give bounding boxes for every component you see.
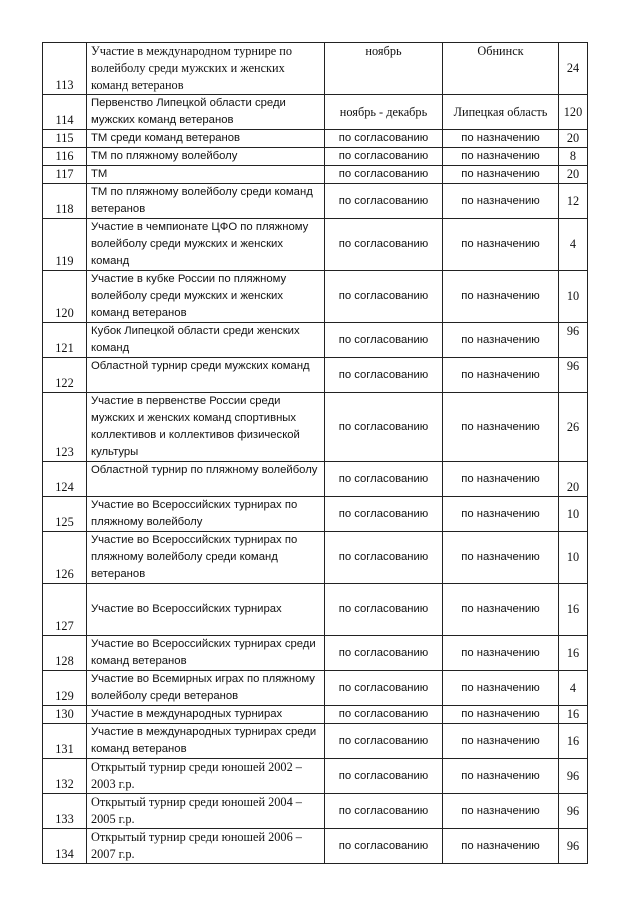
event-place: по назначению [443, 497, 559, 532]
event-place: по назначению [443, 323, 559, 358]
row-number: 115 [43, 130, 87, 148]
table-row [43, 166, 588, 184]
event-date: по согласованию [325, 219, 443, 271]
participants-count: 4 [559, 219, 588, 271]
row-number: 128 [43, 636, 87, 671]
event-name: Участие в международных турнирах [87, 706, 325, 724]
event-date: по согласованию [325, 166, 443, 184]
event-place: по назначению [443, 706, 559, 724]
table-row [43, 43, 588, 95]
event-place: по назначению [443, 393, 559, 462]
table-row [43, 184, 588, 219]
participants-count: 96 [559, 794, 588, 829]
row-number: 121 [43, 323, 87, 358]
event-place: по назначению [443, 584, 559, 636]
event-date: по согласованию [325, 636, 443, 671]
event-place: по назначению [443, 148, 559, 166]
event-name: ТМ по пляжному волейболу [87, 148, 325, 166]
event-date: по согласованию [325, 462, 443, 497]
row-number: 116 [43, 148, 87, 166]
participants-count: 16 [559, 706, 588, 724]
event-name: Кубок Липецкой области среди женских команд [87, 323, 325, 358]
event-date: по согласованию [325, 759, 443, 794]
table-row [43, 95, 588, 130]
event-name: Участие в первенстве России среди мужских и женских команд спортивных коллективов и коллективов физической культуры [87, 393, 325, 462]
event-name: Участие во Всероссийских турнирах [87, 584, 325, 636]
table-row [43, 497, 588, 532]
row-number: 132 [43, 759, 87, 794]
event-name: Первенство Липецкой области среди мужских команд ветеранов [87, 95, 325, 130]
participants-count: 10 [559, 532, 588, 584]
event-date: по согласованию [325, 148, 443, 166]
event-name: Областной турнир по пляжному волейболу [87, 462, 325, 497]
participants-count: 96 [559, 358, 588, 393]
event-date: по согласованию [325, 671, 443, 706]
participants-count: 20 [559, 166, 588, 184]
participants-count: 20 [559, 130, 588, 148]
participants-count: 16 [559, 584, 588, 636]
event-date: по согласованию [325, 706, 443, 724]
event-date: по согласованию [325, 497, 443, 532]
event-date: по согласованию [325, 393, 443, 462]
table-row [43, 393, 588, 462]
event-name: Участие в международном турнире по волейболу среди мужских и женских команд ветеранов [87, 43, 325, 95]
event-date: по согласованию [325, 794, 443, 829]
row-number: 129 [43, 671, 87, 706]
event-place: по назначению [443, 219, 559, 271]
participants-count: 96 [559, 323, 588, 358]
event-name: Открытый турнир среди юношей 2002 – 2003 г.р. [87, 759, 325, 794]
participants-count: 4 [559, 671, 588, 706]
event-name: Открытый турнир среди юношей 2004 – 2005 г.р. [87, 794, 325, 829]
table-row [43, 130, 588, 148]
participants-count: 96 [559, 759, 588, 794]
event-name: Участие в кубке России по пляжному волейболу среди мужских и женских команд ветеранов [87, 271, 325, 323]
participants-count: 20 [559, 462, 588, 497]
table-row [43, 759, 588, 794]
event-place: по назначению [443, 358, 559, 393]
participants-count: 10 [559, 271, 588, 323]
row-number: 130 [43, 706, 87, 724]
events-table [42, 42, 588, 864]
event-name: Участие во Всероссийских турнирах среди команд ветеранов [87, 636, 325, 671]
event-date: по согласованию [325, 130, 443, 148]
participants-count: 10 [559, 497, 588, 532]
event-place: по назначению [443, 532, 559, 584]
event-name: Открытый турнир среди юношей 2006 – 2007 г.р. [87, 829, 325, 864]
event-date: по согласованию [325, 271, 443, 323]
event-date: ноябрь - декабрь [325, 95, 443, 130]
table-row [43, 724, 588, 759]
row-number: 126 [43, 532, 87, 584]
event-name: Участие во Всероссийских турнирах по пляжному волейболу [87, 497, 325, 532]
event-name: Областной турнир среди мужских команд [87, 358, 325, 393]
participants-count: 96 [559, 829, 588, 864]
table-row [43, 358, 588, 393]
row-number: 127 [43, 584, 87, 636]
event-place: по назначению [443, 271, 559, 323]
table-row [43, 462, 588, 497]
event-date: по согласованию [325, 584, 443, 636]
event-place: Липецкая область [443, 95, 559, 130]
event-place: по назначению [443, 794, 559, 829]
event-place: по назначению [443, 724, 559, 759]
participants-count: 12 [559, 184, 588, 219]
row-number: 122 [43, 358, 87, 393]
event-name: Участие во Всероссийских турнирах по пляжному волейболу среди команд ветеранов [87, 532, 325, 584]
event-place: по назначению [443, 184, 559, 219]
table-row [43, 829, 588, 864]
row-number: 120 [43, 271, 87, 323]
event-date: по согласованию [325, 532, 443, 584]
table-row [43, 671, 588, 706]
event-place: по назначению [443, 671, 559, 706]
event-date: по согласованию [325, 724, 443, 759]
table-row [43, 148, 588, 166]
event-name: Участие во Всемирных играх по пляжному волейболу среди ветеранов [87, 671, 325, 706]
event-date: ноябрь [325, 43, 443, 95]
row-number: 114 [43, 95, 87, 130]
event-place: по назначению [443, 462, 559, 497]
row-number: 113 [43, 43, 87, 95]
row-number: 117 [43, 166, 87, 184]
table-row [43, 219, 588, 271]
participants-count: 16 [559, 636, 588, 671]
row-number: 123 [43, 393, 87, 462]
row-number: 118 [43, 184, 87, 219]
event-name: ТМ по пляжному волейболу среди команд ветеранов [87, 184, 325, 219]
event-date: по согласованию [325, 829, 443, 864]
event-name: ТМ среди команд ветеранов [87, 130, 325, 148]
row-number: 125 [43, 497, 87, 532]
participants-count: 16 [559, 724, 588, 759]
event-date: по согласованию [325, 323, 443, 358]
table-row [43, 794, 588, 829]
table-row [43, 271, 588, 323]
row-number: 131 [43, 724, 87, 759]
event-place: по назначению [443, 829, 559, 864]
event-place: Обнинск [443, 43, 559, 95]
row-number: 124 [43, 462, 87, 497]
row-number: 133 [43, 794, 87, 829]
table-row [43, 323, 588, 358]
event-place: по назначению [443, 636, 559, 671]
event-place: по назначению [443, 759, 559, 794]
table-row [43, 584, 588, 636]
row-number: 134 [43, 829, 87, 864]
table-row [43, 532, 588, 584]
row-number: 119 [43, 219, 87, 271]
event-name: ТМ [87, 166, 325, 184]
table-row [43, 636, 588, 671]
event-name: Участие в чемпионате ЦФО по пляжному волейболу среди мужских и женских команд [87, 219, 325, 271]
participants-count: 8 [559, 148, 588, 166]
participants-count: 24 [559, 43, 588, 95]
event-name: Участие в международных турнирах среди команд ветеранов [87, 724, 325, 759]
event-date: по согласованию [325, 358, 443, 393]
event-place: по назначению [443, 130, 559, 148]
participants-count: 120 [559, 95, 588, 130]
event-date: по согласованию [325, 184, 443, 219]
event-place: по назначению [443, 166, 559, 184]
table-row [43, 706, 588, 724]
participants-count: 26 [559, 393, 588, 462]
